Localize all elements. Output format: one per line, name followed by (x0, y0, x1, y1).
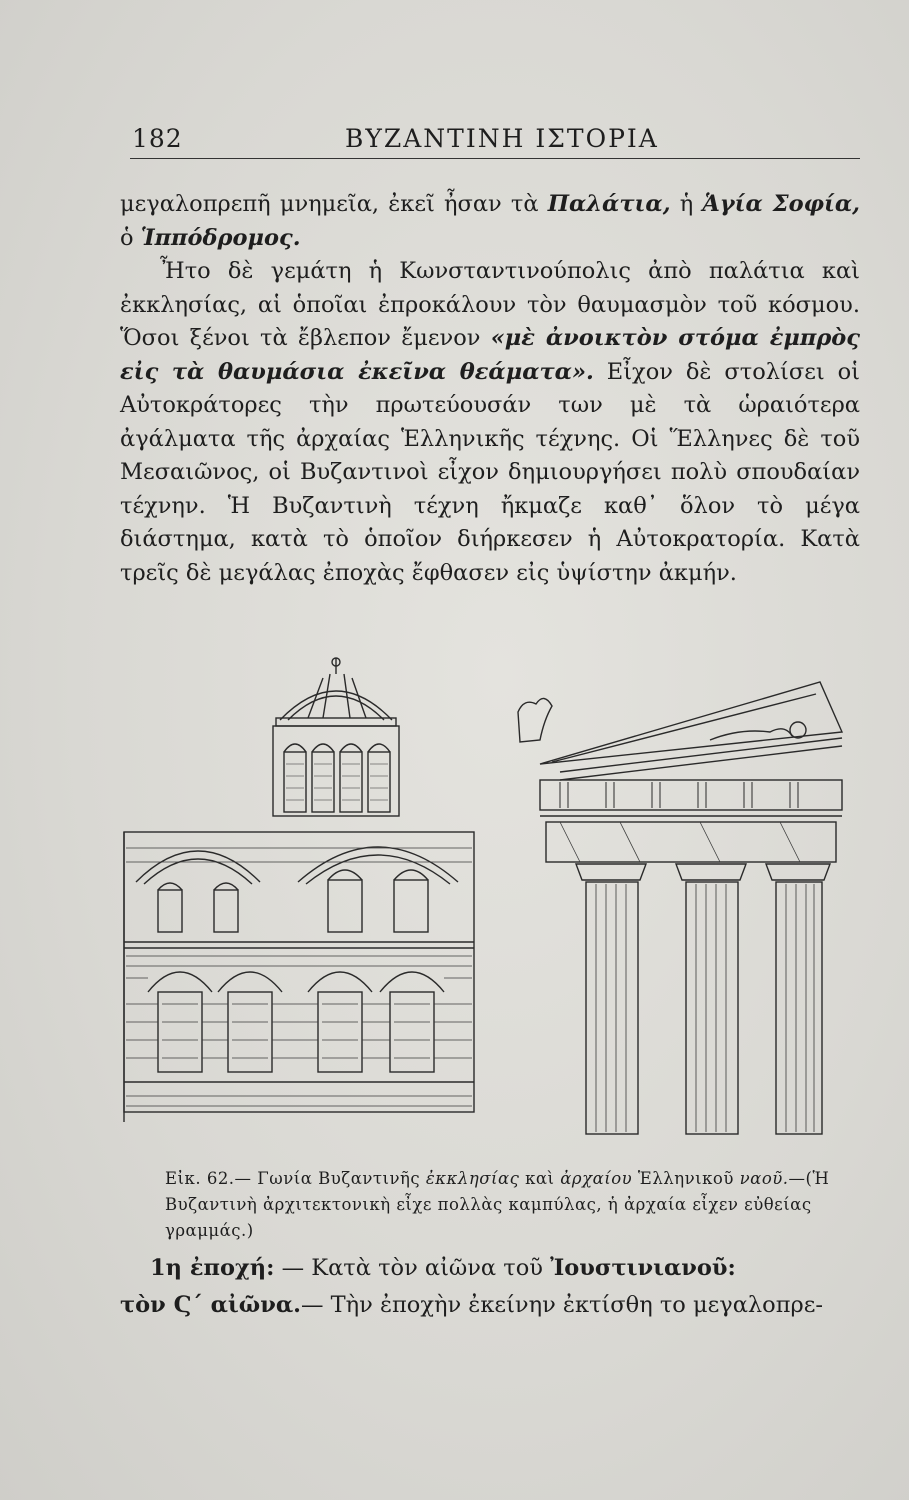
emphasis-justinian: Ἰουστινιανοῦ: (550, 1255, 736, 1281)
emphasis-agia-sofia: Ἁγία Σοφία, (702, 191, 861, 217)
text-run: Εἶχον δὲ στολίσει οἱ Αὐτοκράτορες τὴν πρωτεύουσάν των μὲ τὰ ὡραιότερα ἀγάλματα τῆς ἀρχαίας Ἑλληνικῆς τέχνης. Οἱ Ἕλληνες δὲ τοῦ Μεσαιῶνος, οἱ Βυζαντινοὶ εἶχον δημιουργήσει πολὺ σπουδαίαν τέχνην. Ἡ Βυζαντινὴ τέχνη ἤκμαζε καθ᾽ ὅλον τὸ μέγα διάστημα, κατὰ τὸ ὁποῖον διήρκεσεν ἡ Αὐτοκρατορία. Κατὰ τρεῖς δὲ μεγάλας ἐποχὰς ἔφθασεν εἰς ὑψίστην ἀκμήν. (120, 358, 860, 586)
body-text (120, 188, 860, 590)
caption-text: —(Ἡ Βυζαντινὴ ἀρχιτεκτονικὴ εἶχε πολλὰς καμπύλας, ἡ ἀρχαία εἶχεν εὐθείας γραμμάς.) (165, 1169, 830, 1240)
text-run: ὁ (120, 224, 141, 251)
page-header (130, 118, 860, 159)
text-run: — Τὴν ἐποχὴν ἐκείνην ἐκτίσθη το μεγαλοπρε- (300, 1292, 823, 1318)
paragraph-1 (120, 188, 860, 255)
section-line-1 (120, 1250, 860, 1287)
text-run: — Κατὰ τὸν αἰῶνα τοῦ (274, 1255, 551, 1281)
section-line-2 (120, 1287, 860, 1324)
emphasis-palatia: Παλάτια, (547, 191, 671, 217)
byzantine-church-illustration (118, 652, 476, 1122)
section-first-era (120, 1250, 860, 1324)
running-title: ΒΥΖΑΝΤΙΝΗ ΙΣΤΟΡΙΑ (345, 124, 659, 153)
text-run: μεγαλοπρεπῆ μνημεῖα, ἐκεῖ ἦσαν τὰ (120, 191, 548, 217)
emphasis-hippodromos: Ἱππόδρομος. (140, 224, 301, 251)
caption-italic: ἀρχαίου (560, 1169, 633, 1188)
caption-italic: ναοῦ. (739, 1169, 789, 1188)
text-run: Ἦτο δὲ γεμάτη ἡ Κωνσταντινούπολις ἀπὸ παλάτια καὶ ἐκκλησίας, αἱ ὁποῖαι ἐπροκάλουν τὸν θαυμασμὸν τοῦ κόσμου. Ὅσοι ξένοι τὰ ἔβλεπον ἔμενον (120, 258, 860, 351)
figure-caption (165, 1166, 855, 1244)
caption-italic: ἐκκλησίας (425, 1169, 520, 1188)
caption-text: Ἑλληνικοῦ (632, 1169, 740, 1188)
paragraph-2 (120, 255, 860, 590)
greek-temple-illustration (500, 672, 865, 1142)
emphasis-quote: «μὲ ἀνοικτὸν στόμα ἐμπρὸς εἰς τὰ θαυμάσια ἐκεῖνα θεάματα». (120, 325, 860, 385)
section-heading: 1η ἐποχή: (150, 1255, 275, 1281)
text-run: ἡ (670, 191, 703, 217)
emphasis-sixth-century: τὸν Ϛ΄ αἰῶνα. (120, 1292, 301, 1318)
page-number: 182 (132, 124, 183, 153)
caption-text: καὶ (519, 1169, 561, 1188)
caption-text: Εἰκ. 62.— Γωνία Βυζαντινῆς (165, 1169, 426, 1188)
